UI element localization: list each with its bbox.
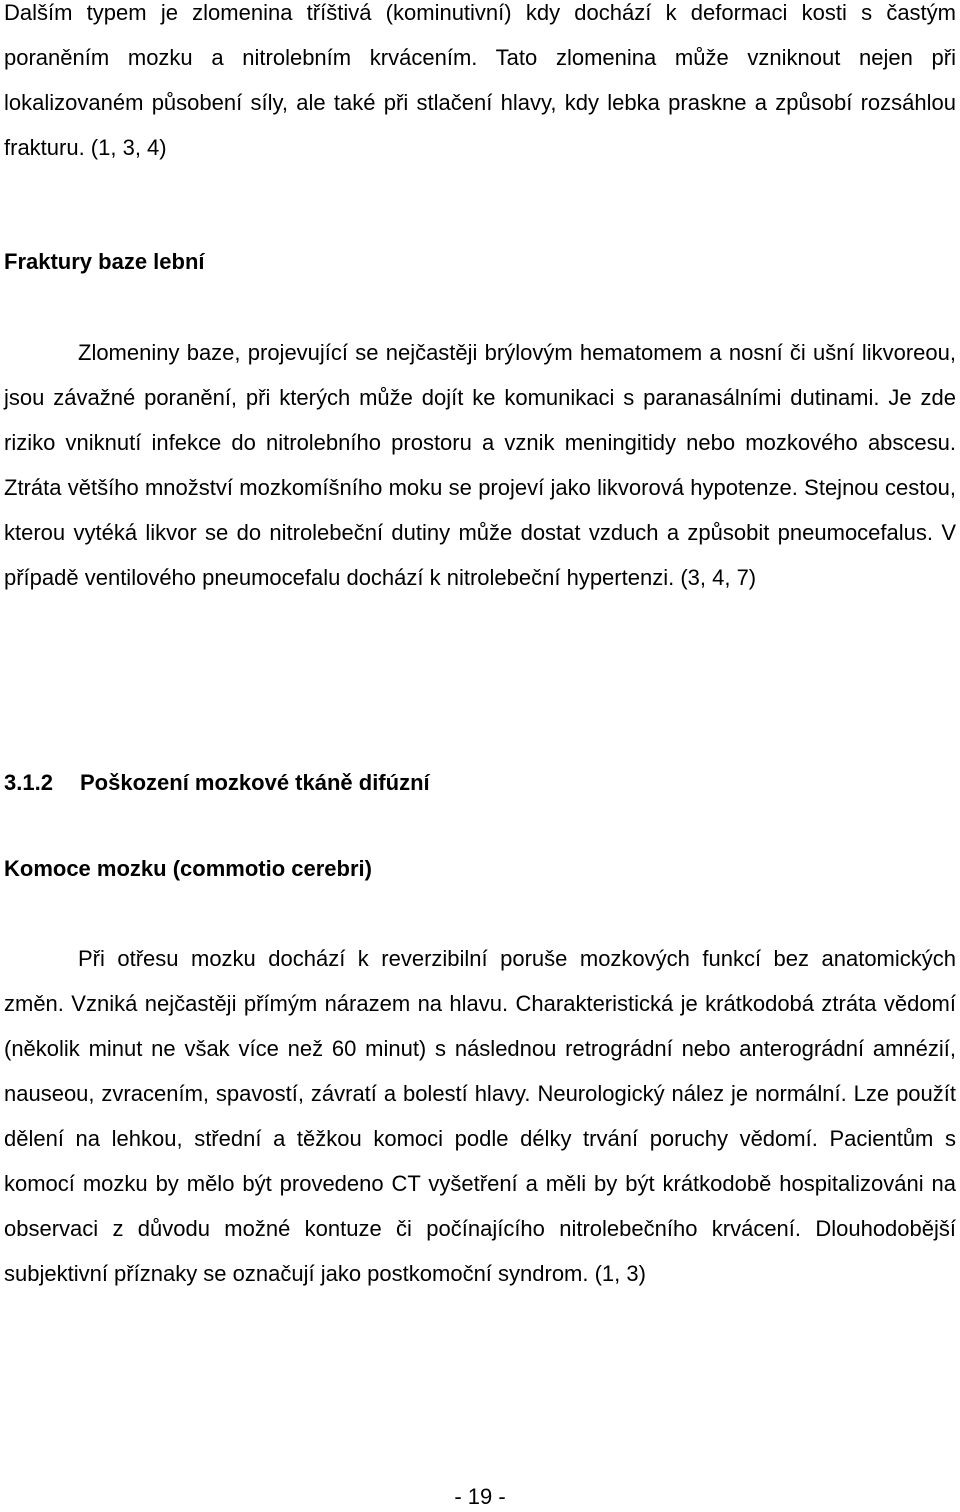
heading-concussion: Komoce mozku (commotio cerebri) <box>4 856 372 881</box>
paragraph-concussion: Při otřesu mozku dochází k reverzibilní poruše mozkových funkcí bez anatomických změn. Vzniká nejčastěji přímým nárazem na hlavu. Charakteristická je krátkodobá ztráta vědomí (několik minut ne však více než 60 minut) s následnou retrográdní nebo anterográdní amnézií, nauseou, zvracením, spavostí, závratí a bolestí hlavy. Neurologický nález je normální. Lze použít dělení na lehkou, střední a těžkou komoci podle délky trvání poruchy vědomí. Pacientům s komocí mozku by mělo být provedeno CT vyšetření a měli by být krátkodobě hospitalizováni na observaci z důvodu možné kontuze či počínajícího nitrolebečního krvácení. Dlouhodobější subjektivní příznaky se označují jako postkomoční syndrom. (1, 3) <box>4 946 956 1286</box>
paragraph-skull-base-fractures: Zlomeniny baze, projevující se nejčastěji brýlovým hematomem a nosní či ušní likvoreou, jsou závažné poranění, při kterých může dojít ke komunikaci s paranasálními dutinami. Je zde riziko vniknutí infekce do nitrolebního prostoru a vznik meningitidy nebo mozkového abscesu. Ztráta většího množství mozkomíšního moku se projeví jako likvorová hypotenze. Stejnou cestou, kterou vytéká likvor se do nitrolebeční dutiny může dostat vzduch a způsobit pneumocefalus. V případě ventilového pneumocefalu dochází k nitrolebeční hypertenzi. (3, 4, 7) <box>4 340 956 590</box>
heading-skull-base-fractures: Fraktury baze lební <box>4 249 205 274</box>
section-title: Poškození mozkové tkáně difúzní <box>80 770 430 795</box>
paragraph-comminuted-fracture: Dalším typem je zlomenina tříštivá (kominutivní) kdy dochází k deformaci kosti s častým poraněním mozku a nitrolebním krvácením. Tato zlomenina může vzniknout nejen při lokalizovaném působení síly, ale také při stlačení hlavy, kdy lebka praskne a způsobí rozsáhlou frakturu. (1, 3, 4) <box>4 0 956 160</box>
document-page <box>4 0 956 1507</box>
section-heading-diffuse-injury <box>4 768 430 798</box>
page-number: - 19 - <box>454 1484 506 1509</box>
section-number: 3.1.2 <box>4 770 53 795</box>
